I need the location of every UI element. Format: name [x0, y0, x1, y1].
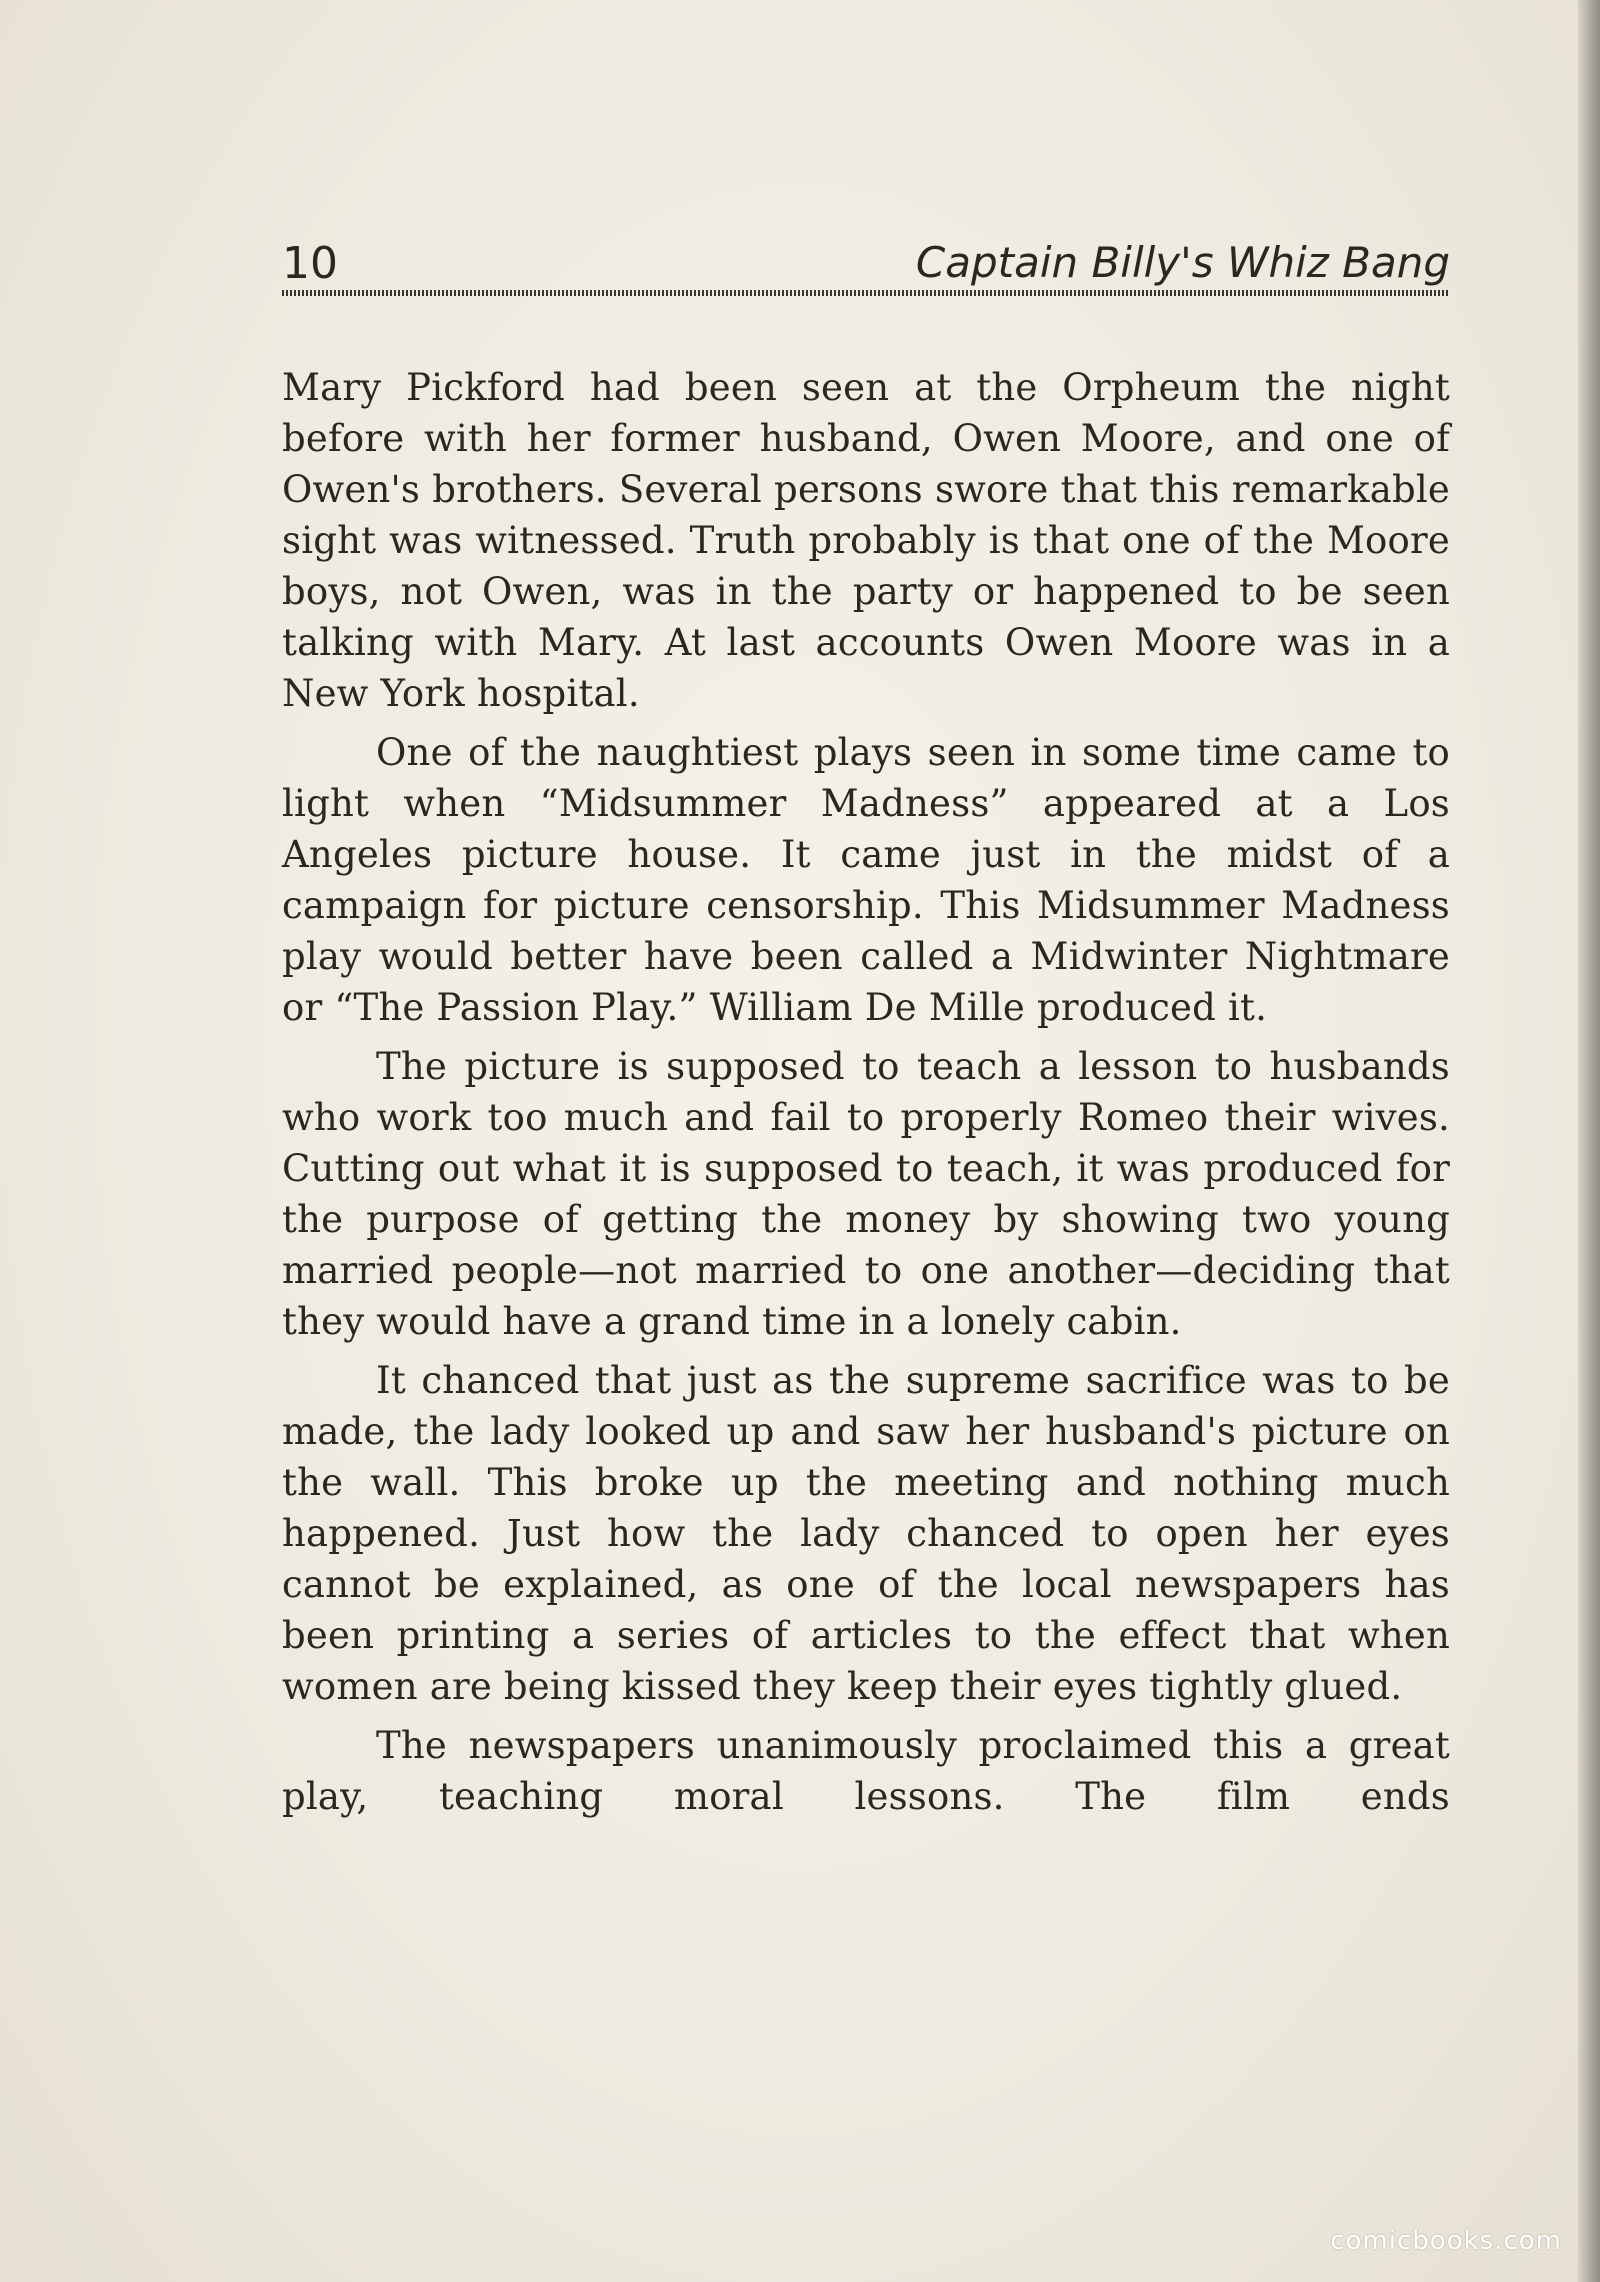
paragraph-5: The newspapers unanimously proclaimed this a great play, teaching moral lessons. The film ends: [282, 1724, 1450, 1818]
header-rule: [282, 290, 1450, 296]
page-number: 10: [282, 238, 338, 289]
paragraph-4: It chanced that just as the supreme sacrifice was to be made, the lady looked up and saw her husband's picture on the wall. This broke up the meeting and nothing much happened. Just how the lady chanced to open her eyes cannot be explained, as one of the local newspapers has been printing a series of articles to the effect that when women are being kissed they keep their eyes tightly glued.: [282, 1359, 1450, 1708]
watermark: comicbooks.com: [1330, 2226, 1562, 2256]
paragraph-2: One of the naughtiest plays seen in some time came to light when “Midsummer Madness” appeared at a Los Angeles picture house. It came just in the midst of a campaign for picture censorship. This Midsummer Madness play would better have been called a Midwinter Nightmare or “The Passion Play.” William De Mille produced it.: [282, 731, 1450, 1029]
running-title: Captain Billy's Whiz Bang: [915, 238, 1450, 287]
article-body: [282, 362, 1450, 1830]
paragraph-3: The picture is supposed to teach a lesson to husbands who work too much and fail to properly Romeo their wives. Cutting out what it is supposed to teach, it was produced for the purpose of getting the money by showing two young married people—not married to one another—deciding that they would have a grand time in a lonely cabin.: [282, 1045, 1450, 1343]
page-header: [282, 232, 1450, 298]
page-edge-shadow: [1578, 0, 1600, 2282]
paragraph-1: Mary Pickford had been seen at the Orpheum the night before with her former husband, Owen Moore, and one of Owen's brothers. Several persons swore that this remarkable sight was witnessed. Truth probably is that one of the Moore boys, not Owen, was in the party or happened to be seen talking with Mary. At last accounts Owen Moore was in a New York hospital.: [282, 366, 1450, 715]
